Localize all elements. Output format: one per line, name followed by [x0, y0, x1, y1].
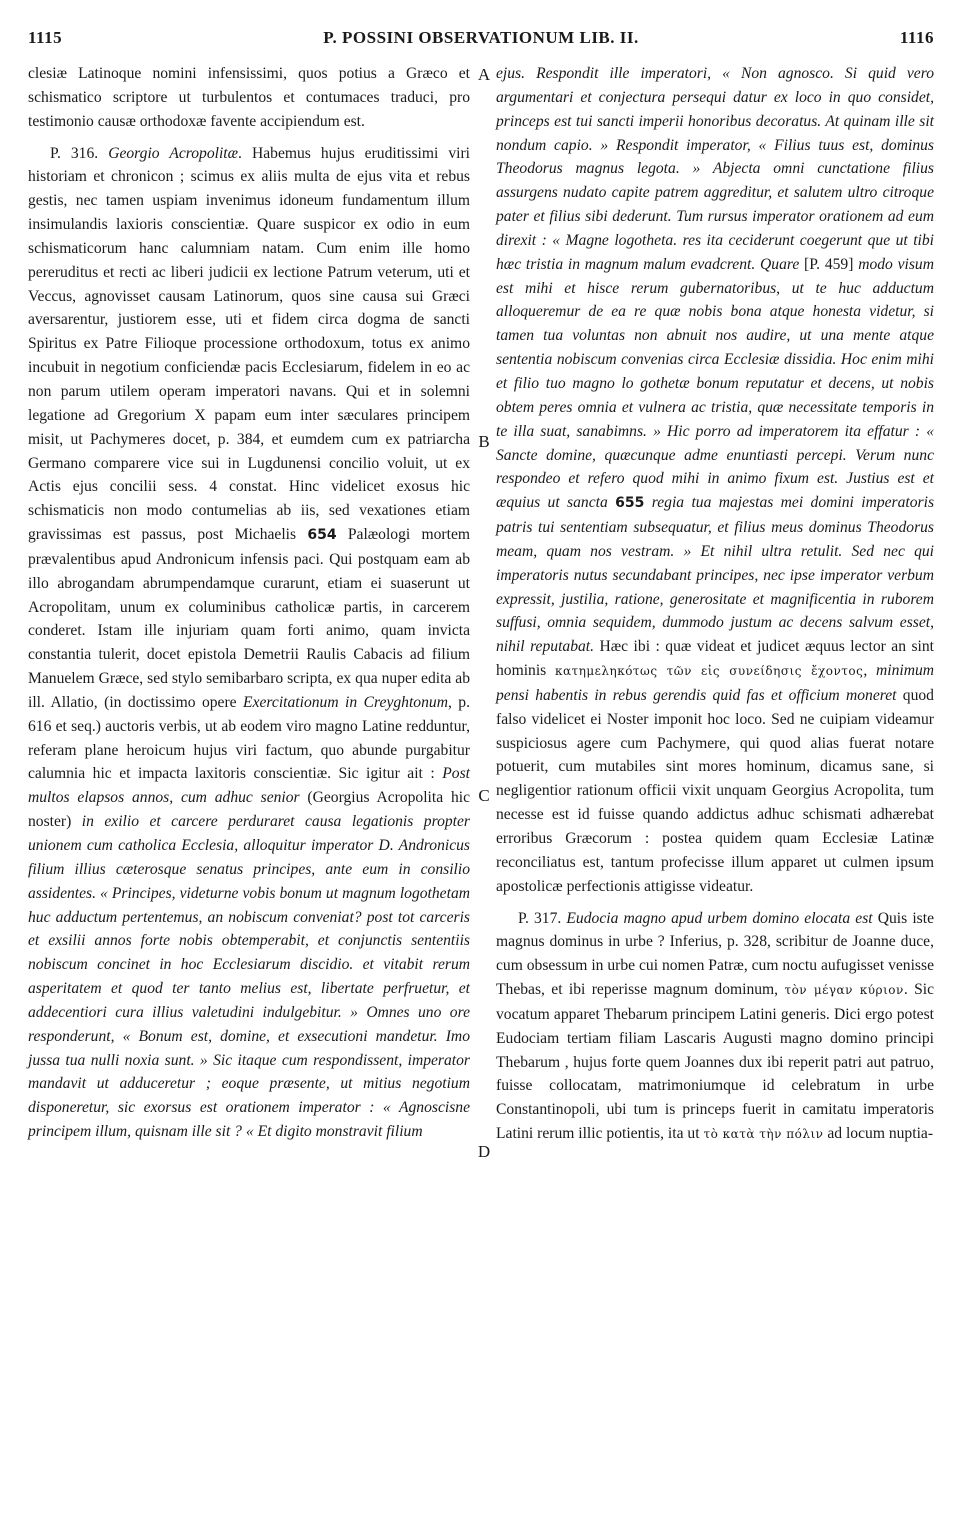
lemma-heading: Eudocia magno apud urbem domino elocata est: [566, 909, 873, 927]
greek-text: τὸν μέγαν κύριον: [784, 983, 904, 998]
quotation: Post multos elapsos annos, cum adhuc senior: [28, 765, 470, 807]
page-number-right: 1116: [899, 28, 934, 47]
right-paragraph-1: ejus. Respondit ille imperatori, « Non agnosco. Si quid vero argumentari et conjectura persequi datur ex loco in quo considet, princeps est tui sancti imperii honoribus decoratus. At quinam ille sit nondum capio. » Respondit imperator, « Filius tuus est, dominus Theodorus magnus legota. » Abjecta omni cunctatione filius assurgens nudato capite patrem aggreditur, et salutem ultro citroque pater et filius sibi dederunt. Tum rursus imperator orationem ad eum direxit : « Magne logotheta. res ita ceciderunt coegerunt que ut tibi hæc tristia in magnum malum evadcrent. Quare [P. 459] modo visum est mihi et hisce rerum gubernatoribus, ut te huc adductum alloqueremur de ea re quæ nobis bona atque honesta videtur, si tamen tua voluntas non abnuit nos audire, ut una mente atque sententia nobiscum convenias circa Ecclesiæ dissidia. Hoc enim mihi et filio tuo magno lo gothetæ bonum reputatur et decens, ut nobis obtem peres omnia et vulnera ac tristia, quæ necessitate temporis in te illa suat, sanabimns. » Hic porro ad imperatorem ita effatur : « Sancte domine, quæcunque adme enuntiasti percepi. Verum nunc respondeo et refero quod mihi in animo fixum est. Justius est et æquius ut sancta 655 regia tua majestas mei domini imperatoris patris tui sententiam subsequatur, et filius meus dominus Theodorus meam, quam nos vestram. » Et nihil ultra retulit. Sed nec qui imperatoris nutus secundabant principes, nec ipse imperator verbum expressit, justilia, ratione, generositate et magnificentia in ruborem suffusi, omnia sequidem, dummodo justum ac decens salvum esset, nihil reputabat. Hæc ibi : quæ videat et judicet æquus lector an sint hominis κατημεληκότως τῶν εἰς συνείδησις ἔχοντος, minimum pensi habentis in rebus gerendis quid fas et officium moneret quod falso videlicet ei Noster imponit hoc loco. Sed ne cuipiam videamur suspiciosus agere cum Pachymere, qui quod alias fuerat notare potuerit, cum mutabiles sint mores hominum, dicamus sane, si negligentior rationum officii vixit unquam Georgius Acropolita, tum necesse est id fuisse quando addictus adhuc schismati adhærebat erroribus Græcorum : postea quidem quam Ecclesiæ Latinæ reconciliatus est, tantum profecisse illum apparet ut culmen ipsum apostolicæ perfectionis attigisse videatur.: [496, 65, 935, 895]
running-title: P. POSSINI OBSERVATIONUM LIB. II.: [323, 28, 639, 47]
left-paragraph-1: clesiæ Latinoque nomini infensissimi, quos potius a Græco et schismatico scriptore ut turbulentos et contumaces traduci, pro testimonio causæ orthodoxæ favente accipiendum est.: [28, 65, 470, 130]
greek-text: τὸ κατὰ τὴν πόλιν: [703, 1127, 824, 1142]
margin-marker-d: D: [477, 1142, 491, 1161]
right-paragraph-2: P. 317. Eudocia magno apud urbem domino elocata est Quis iste magnus dominus in urbe ? Inferius, p. 328, scribitur de Joanne duce, cum obsessum in urbe cui nomen Patræ, cum noctu aufugisset venisse Thebas, et ibi reperisse magnum dominum, τὸν μέγαν κύριον. Sic vocatum apparet Thebarum principem Latini generis. Dici ergo potest Eudociam tertiam filiam Lascaris Augusti magno domino principi Thebarum , hujus forte quem Joannes dux ibi reperit patri aut patruo, fuisse collocatam, matrimoniumque id celebratum in urbe Constantinopoli, ubi tum is princeps fuerit in camitatu imperatoris Latini rerum illic potientis, ita ut τὸ κατὰ τὴν πόλιν ad locum nuptia-: [496, 909, 934, 1143]
cited-work: Exercitationum in Creyghtonum: [243, 693, 448, 711]
page-reference: P. 317.: [518, 909, 562, 927]
quotation: minimum pensi habentis in rebus gerendis quid fas et officium moneret: [496, 662, 935, 704]
greek-text: κατημεληκότως τῶν εἰς συνείδησις ἔχοντος: [554, 664, 864, 679]
page-header: [28, 28, 934, 54]
margin-marker-c: C: [478, 786, 490, 805]
bold-column-number: 655: [615, 495, 645, 512]
right-column: [496, 62, 934, 1147]
lemma-heading: Georgio Acropolitæ: [108, 144, 239, 162]
left-paragraph-2: P. 316. Georgio Acropolitæ. Habemus hujus eruditissimi viri historiam et chronicon ; scimus ex aliis multa de ejus vita et rebus gestis, nec tamen uspiam invenimus idoneum fundamentum illum insimulandis laxioris conscientiæ. Quare suspicor ex odio in eum schismaticorum hanc calumniam natam. Cum enim ille homo pereruditus et recti ac liberi judicii ex lectione Patrum veterum, uti et Veccus, agnovisset causam Latinorum, quos sine causa sui Græci aversarentur, justiorem esse, uti et fidem circa dogma de sancti Spiritus ex Patre Filioque processione orthodoxum, totus ex animo incubuit in negotium conficiendæ pacis Ecclesiarum, fidelem in eo ac non parum utilem operam imperatori navans. Qui et in solemni legatione ad Gregorium X papam eum inter sæculares principem misit, ut Pachymeres docet, p. 384, et eumdem cum ex patriarcha Germano comparere vice sui in Lugdunensi concilio voluit, ut ex Actis ejus concilii sess. 4 constat. Hinc videlicet exosus hic schismaticis non modo contumelias ab iis, sed vexationes etiam gravissimas est passus, post Michaelis 654 Palæologi mortem prævalentibus apud Andronicum infensis paci. Qui postquam eam ab illo abrogandam abrumpendamque curarunt, etiam ei suaserunt ut Acropolitam, unum ex columinibus catholicæ partis, in carcerem conderet. Istam ille injuriam quam forti animo, quam invicta constantia tulerit, docet epistola Demetrii Raulis Cabacis ad filium Manuelem Græce, sed stylo semibarbaro scripta, ex qua nuper edita ab ill. Allatio, (in doctissimo opere Exercitationum in Creyghtonum, p. 616 et seq.) auctoris verbis, ut ab eodem viro magno Latine redduntur, referam plane heroicum hujus viri factum, quo abunde purgabitur calumnia hic et impacta laxitoris conscientiæ. Sic igitur ait : Post multos elapsos annos, cum adhuc senior (Georgius Acropolita hic noster) in exilio et carcere perduraret causa legationis propter unionem cum catholica Ecclesia, alloquitur imperator D. Andronicus filium illius cæterosque senatus principes, ante eum in consilio assidentes. « Principes, videturne vobis bonum ut magnum logothetam huc adductum pertentemus, an nobiscum conveniat? post tot carceris et exsilii annos forte nobis obtemperabit, et conjunctis sententiis nobiscum concinet in hoc Ecclesiarum discidio. et vitabit rerum asperitatem et quod ter tanto melius est, libertate perfruetur, et addecentiori cura illius valetudini indulgebitur. » Omnes uno ore responderunt, « Bonum est, domine, et exsecutioni mandetur. Imo jussa tua nulli noxia sunt. » Sic itaque cum respondissent, imperator mandavit ut adduceretur ; eoque præsente, ut mitius negotium disponeretur, sic exorsus est orationem imperator : « Agnoscisne principem illum, quisnam ille sit ? « Et digito monstravit filium: [28, 144, 470, 1141]
page-number-left: 1115: [28, 28, 63, 47]
margin-marker-b: B: [478, 432, 490, 451]
left-column: [28, 62, 470, 1144]
page-reference: [P. 459]: [804, 255, 854, 273]
quotation: regia tua majestas mei domini imperatoris patris tui sententiam subsequatur, et filius meus dominus Theodorus meam, quam nos vestram. » Et nihil ultra retulit. Sed nec qui imperatoris nutus secundabant principes, nec ipse imperator verbum expressit, justilia, ratione, generositate et magnificentia in ruborem suffusi, omnia sequidem, dummodo justum ac decens salvum esset, nihil reputabat.: [496, 494, 935, 656]
quotation: in exilio et carcere perduraret causa legationis propter unionem cum catholica Ecclesia, alloquitur imperator D. Andronicus filium illius cæterosque senatus principes, ante eum in consilio assidentes. « Principes, videturne vobis bonum ut magnum logothetam huc adductum pertentemus, an nobiscum conveniat? post tot carceris et exsilii annos forte nobis obtemperabit, et conjunctis sententiis nobiscum concinet in hoc Ecclesiarum discidio. et vitabit rerum asperitatem et quod ter tanto melius est, libertate perfruetur, et addecentiori cura illius valetudini indulgebitur. » Omnes uno ore responderunt, « Bonum est, domine, et exsecutioni mandetur. Imo jussa tua nulli noxia sunt. » Sic itaque cum respondissent, imperator mandavit ut adduceretur ; eoque præsente, ut mitius negotium disponeretur, sic exorsus est orationem imperator : « Agnoscisne principem illum, quisnam ille sit ? « Et digito monstravit filium: [28, 813, 470, 1141]
bold-column-number: 654: [307, 527, 337, 544]
quotation: ejus. Respondit ille imperatori, « Non agnosco. Si quid vero argumentari et conjectura persequi datur ex loco in quo considet, princeps est tui sancti imperii honoribus decoratus. At quinam ille sit nondum capio. » Respondit imperator, « Filius tuus est, dominus Theodorus magnus legota. » Abjecta omni cunctatione filius assurgens nudato capite patrem aggreditur, et salutem ultro citroque pater et filius sibi dederunt. Tum rursus imperator orationem ad eum direxit : « Magne logotheta. res ita ceciderunt coegerunt que ut tibi hæc tristia in magnum malum evadcrent. Quare: [496, 65, 934, 273]
page-reference: P. 316.: [50, 144, 99, 162]
margin-marker-a: A: [477, 65, 491, 84]
quotation: modo visum est mihi et hisce rerum gubernatoribus, ut te huc adductum alloqueremur de ea re quæ nobis bona atque honesta videtur, si tamen tua voluntas non abnuit nos audire, ut una mente atque sententia nobiscum convenias circa Ecclesiæ dissidia. Hoc enim mihi et filio tuo magno lo gothetæ bonum reputatur et decens, ut nobis obtem peres omnia et vulnera ac tristia, quæ necessitate temporis in te illa suat, sanabimns. » Hic porro ad imperatorem ita effatur : « Sancte domine, quæcunque adme enuntiasti percepi. Verum nunc respondeo et refero quod mihi in animo fixum est. Justius est et æquius ut sancta: [496, 255, 934, 512]
